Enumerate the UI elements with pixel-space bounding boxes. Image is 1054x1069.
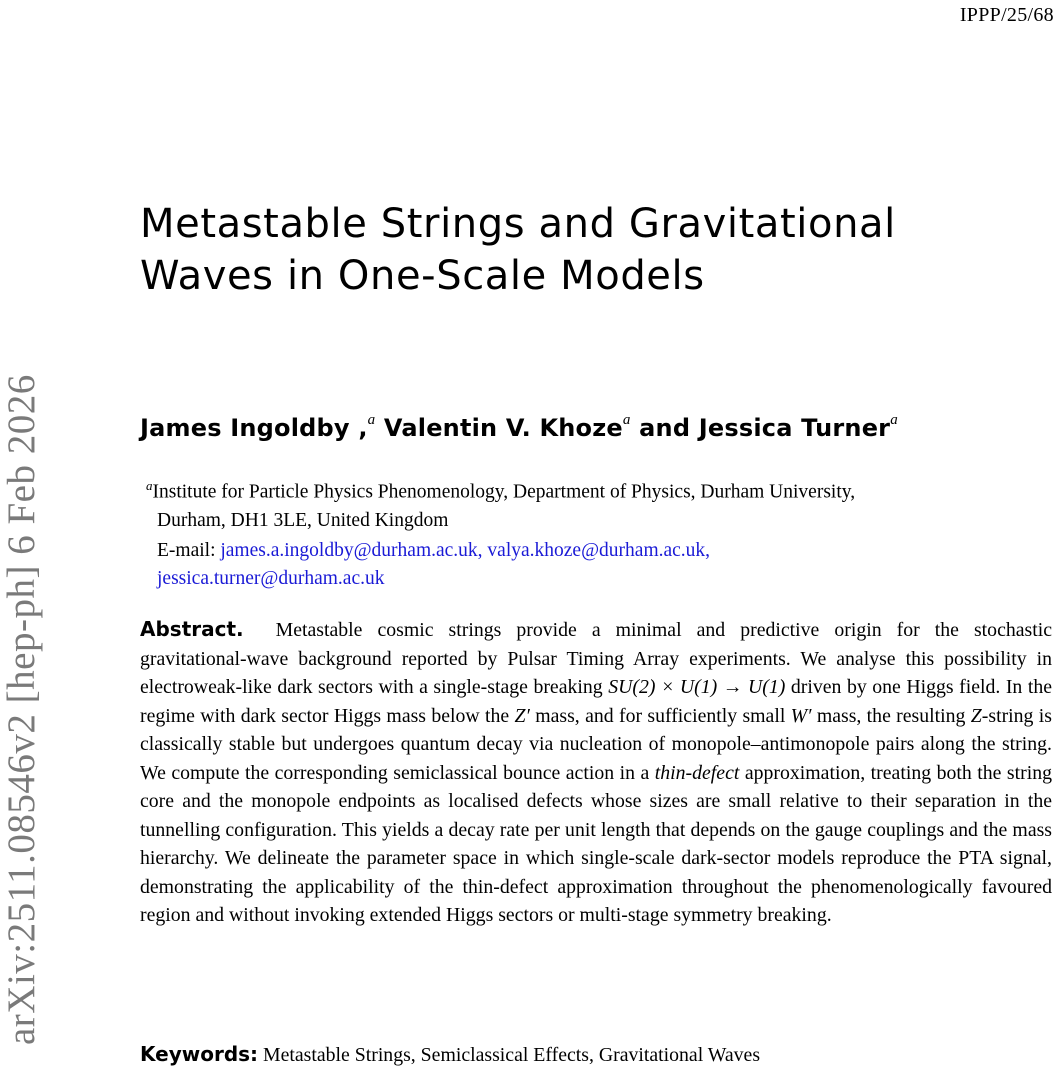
abstract-text-3: mass, and for sufficiently small xyxy=(535,704,786,727)
abstract-math-zprime: Z′ xyxy=(514,704,530,727)
abstract-math-wprime: W′ xyxy=(790,704,812,727)
paper-title xyxy=(140,198,1020,302)
email-link-turner[interactable]: jessica.turner@durham.ac.uk xyxy=(157,568,385,589)
abstract-text-1: Metastable cosmic strings provide a minimal and predictive origin for the stochastic gravitational-wave background reported by Pulsar Timing Array experiments. We analyse this possibility in electroweak-like dark sectors with a single-stage breaking xyxy=(140,619,1052,698)
abstract-label: Abstract. xyxy=(140,617,244,641)
email-link-ingoldby[interactable]: james.a.ingoldby@durham.ac.uk, xyxy=(220,540,483,561)
abstract xyxy=(140,615,1052,930)
author-list xyxy=(140,414,898,442)
keywords-label: Keywords: xyxy=(140,1042,259,1066)
email-block xyxy=(157,537,1037,593)
title-line-1: Metastable Strings and Gravitational xyxy=(140,201,896,247)
author-1: James Ingoldby , xyxy=(140,414,368,442)
keywords-text: Metastable Strings, Semiclassical Effects, Gravitational Waves xyxy=(263,1044,761,1066)
abstract-text-2: driven by one Higgs field. In the regime with dark sector Higgs mass below the xyxy=(140,676,1053,727)
affiliation-mark: a xyxy=(146,478,153,493)
abstract-math-symmetry: SU(2) × U(1) → U(1) xyxy=(608,676,786,698)
report-number: IPPP/25/68 xyxy=(959,4,1054,26)
keywords xyxy=(140,1042,760,1067)
abstract-text-5: -string is classically stable but undergoes quantum decay via nucleation of monopole–antimonopole pairs along the string. We compute the corresponding semiclassical bounce action in a xyxy=(140,704,1052,784)
author-2: Valentin V. Khoze xyxy=(383,414,623,442)
affil-mark: a xyxy=(622,412,631,428)
arxiv-stamp: arXiv:2511.08546v2 [hep-ph] 6 Feb 2026 xyxy=(0,374,43,1045)
email-label: E-mail: xyxy=(157,540,216,561)
title-line-2: Waves in One-Scale Models xyxy=(140,253,705,299)
author-conjunction: and xyxy=(639,414,691,442)
author-3: Jessica Turner xyxy=(698,414,891,442)
affil-mark: a xyxy=(367,412,376,428)
affiliation xyxy=(146,472,1054,535)
affiliation-line-2: Durham, DH1 3LE, United Kingdom xyxy=(157,509,449,531)
abstract-text-6: approximation, treating both the string core and the monopole endpoints as localised defects whose sizes are small relative to their separation in the tunnelling configuration. This yields a decay rate per unit length that depends on the gauge couplings and the mass hierarchy. We delineate the parameter space in which single-scale dark-sector models reproduce the PTA signal, demonstrating the applicability of the thin-defect approximation throughout the phenomenologically favoured region and without invoking extended Higgs sectors or multi-stage symmetry breaking. xyxy=(140,761,1052,926)
abstract-text-4: mass, the resulting xyxy=(816,704,966,727)
affil-mark: a xyxy=(890,412,898,428)
email-link-khoze[interactable]: valya.khoze@durham.ac.uk, xyxy=(487,540,711,561)
affiliation-line-1: Institute for Particle Physics Phenomenology, Department of Physics, Durham University, xyxy=(152,481,856,503)
abstract-math-z: Z xyxy=(970,704,982,727)
abstract-emphasis: thin-defect xyxy=(654,761,740,784)
